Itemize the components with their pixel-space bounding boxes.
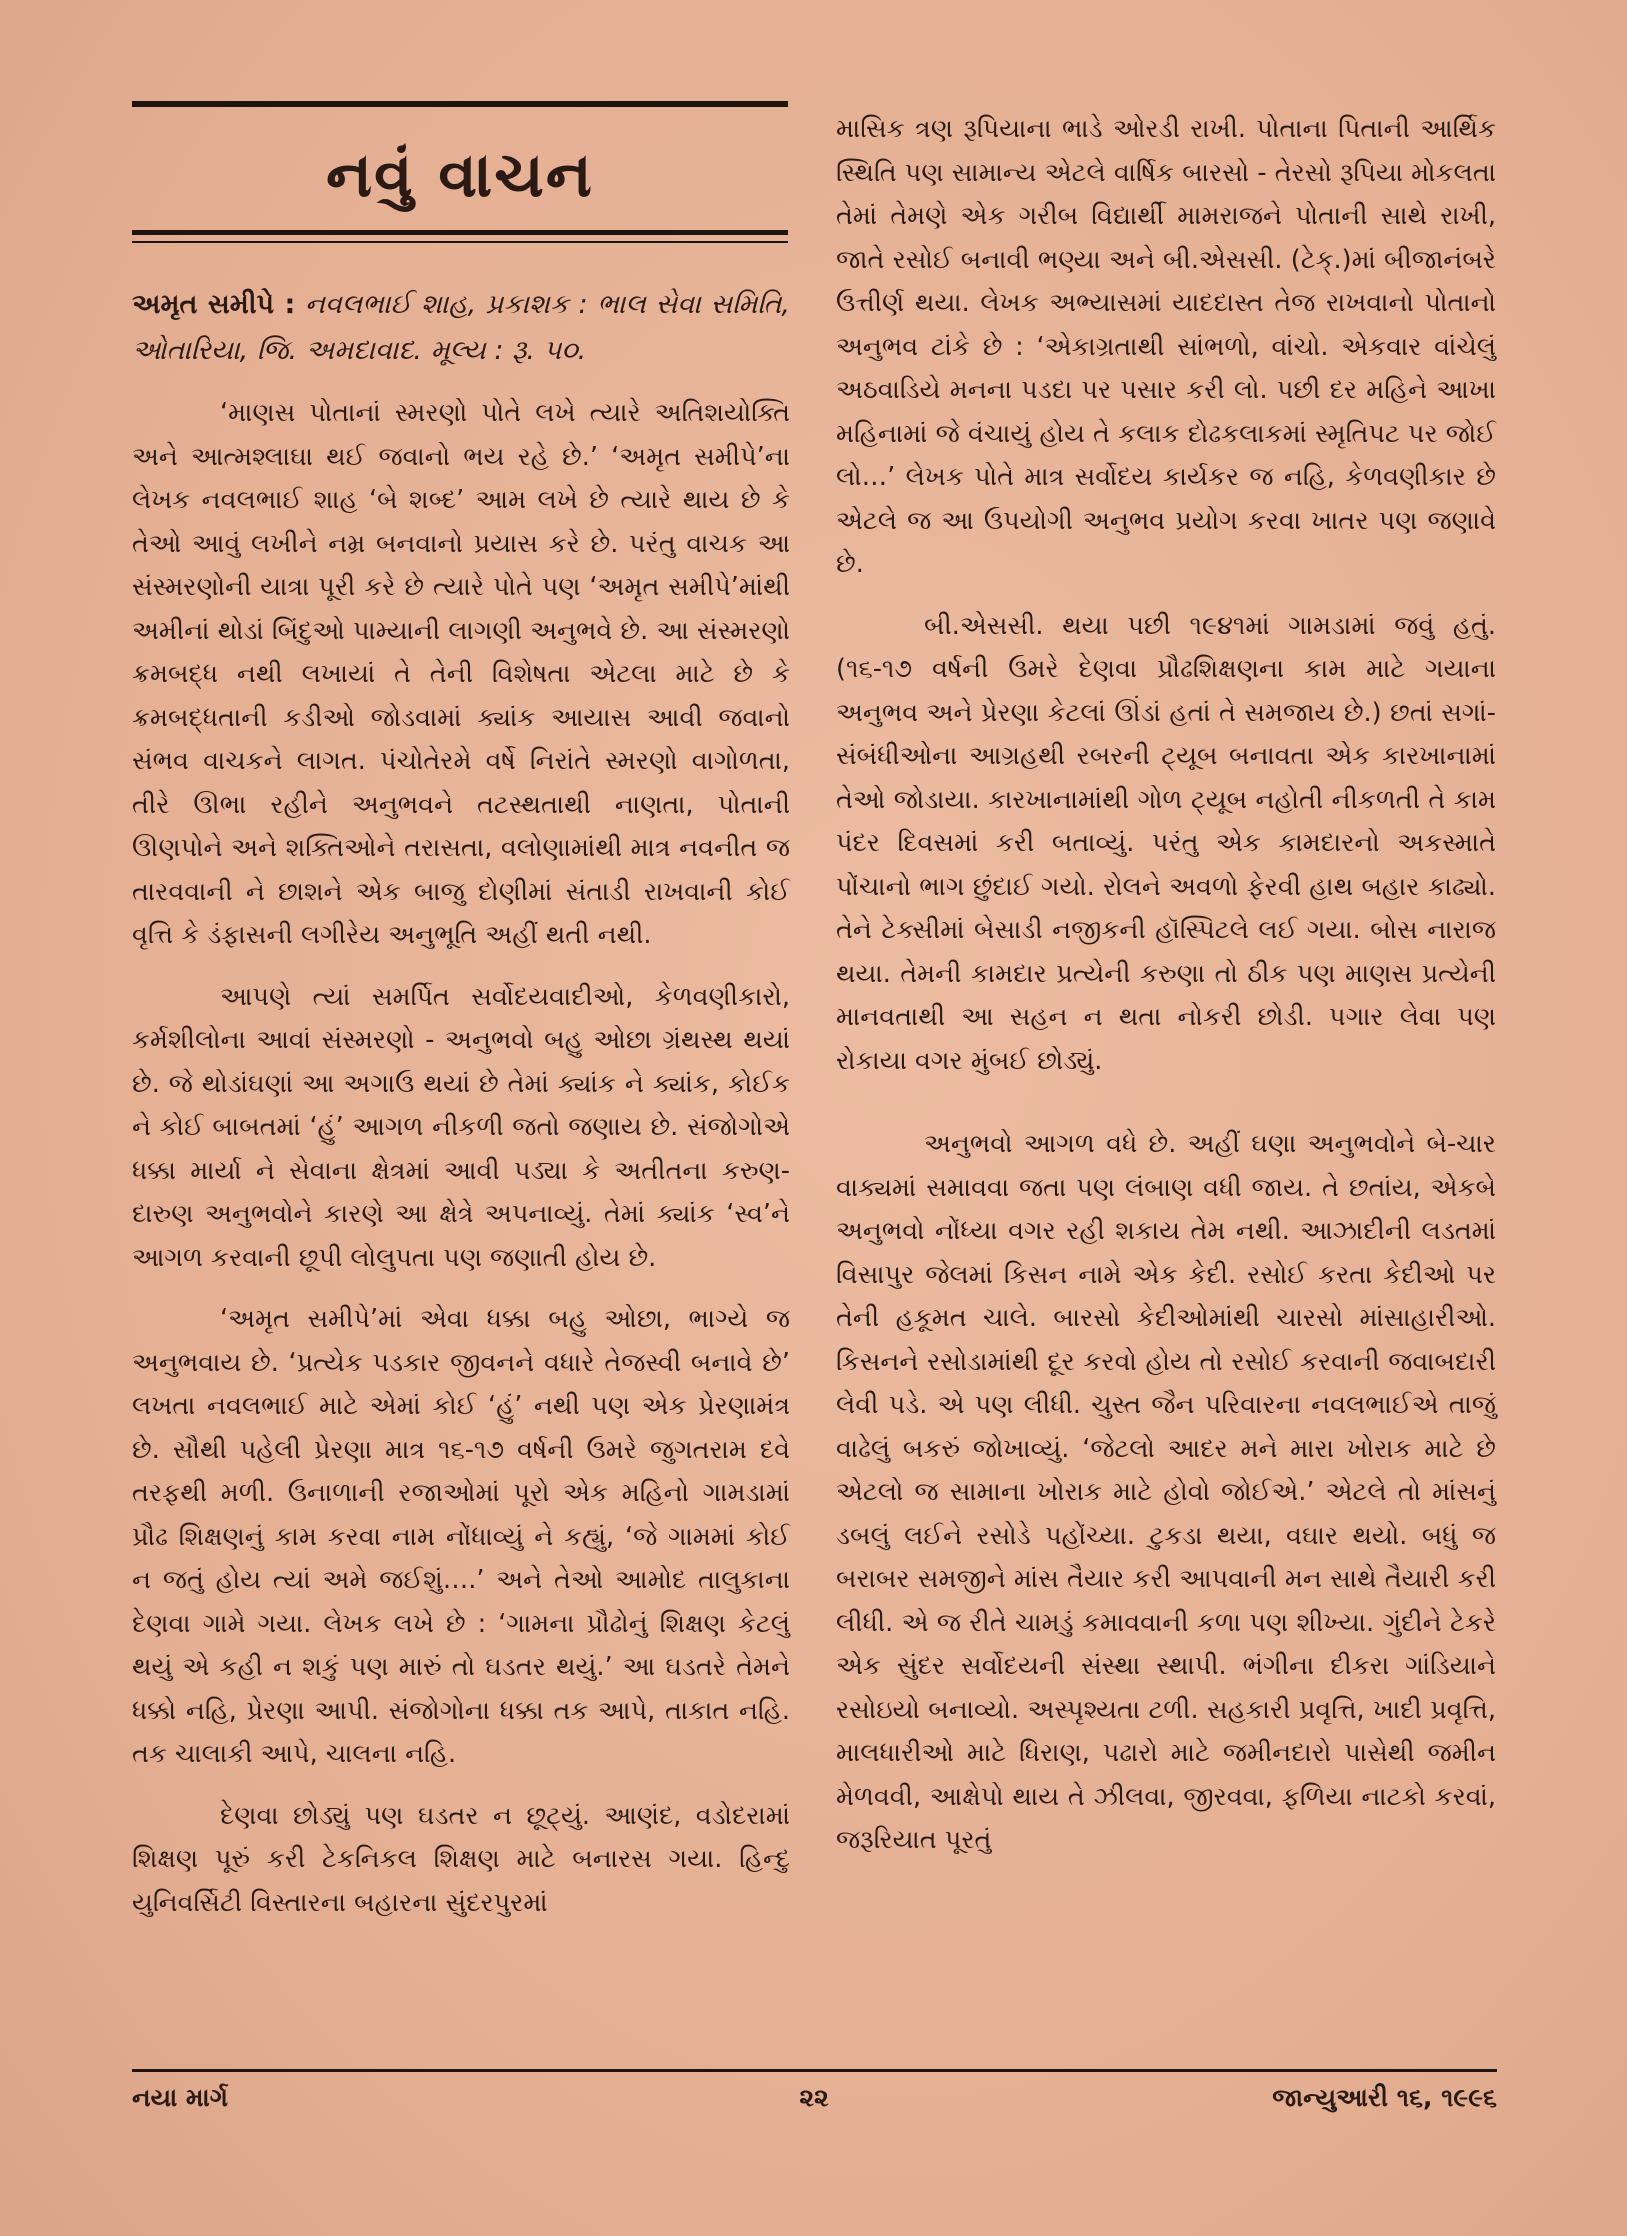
footer-date: જાન્યુઆરી ૧૬, ૧૯૯૬ bbox=[1272, 2083, 1497, 2112]
footer-rule bbox=[132, 2069, 1497, 2072]
footer-page-number: ૨૨ bbox=[799, 2083, 829, 2112]
paragraph: બી.એસસી. થયા પછી ૧૯૪૧માં ગામડામાં જવું હતું. (૧૬-૧૭ વર્ષની ઉમરે દેણવા પ્રૌઢશિક્ષણના કામ માટે ગયાના અનુભવ અને પ્રેરણા કેટલાં ઊંડાં હતાં તે સમજાય છે.) છતાં સગાં-સંબંધીઓના આગ્રહથી રબરની ટ્યૂબ બનાવતા એક કારખાનામાં તેઓ જોડાયા. કારખાનામાંથી ગોળ ટ્યૂબ નહોતી નીકળતી તે કામ પંદર દિવસમાં કરી બતાવ્યું. પરંતુ એક કામદારનો અકસ્માતે પોંચાનો ભાગ છુંદાઈ ગયો. રોલને અવળો ફેરવી હાથ બહાર કાઢ્યો. તેને ટેક્સીમાં બેસાડી નજીકની હૉસ્પિટલે લઈ ગયા. બોસ નારાજ થયા. તેમની કામદાર પ્રત્યેની કરુણા તો ઠીક પણ માણસ પ્રત્યેની માનવતાથી આ સહન ન થતા નોકરી છોડી. પગાર લેવા પણ રોકાયા વગર મુંબઈ છોડ્યું. bbox=[836, 610, 1496, 1076]
paragraph: અનુભવો આગળ વધે છે. અહીં ઘણા અનુભવોને બે-ચાર વાક્યમાં સમાવવા જતા પણ લંબાણ વધી જાય. તે છતાંય, એકબે અનુભવો નોંધ્યા વગર રહી શકાય તેમ નથી. આઝાદીની લડતમાં વિસાપુર જેલમાં કિસન નામે એક કેદી. રસોઈ કરતા કેદીઓ પર તેની હકૂમત ચાલે. બારસો કેદીઓમાંથી ચારસો માંસાહારીઓ. કિસનને રસોડામાંથી દૂર કરવો હોય તો રસોઈ કરવાની જવાબદારી લેવી પડે. એ પણ લીધી. ચુસ્ત જૈન પરિવારના નવલભાઈએ તાજું વાઢેલું બકરું જોખાવ્યું. ‘જેટલો આદર મને મારા ખોરાક માટે છે એટલો જ સામાના ખોરાક માટે હોવો જોઈએ.’ એટલે તો માંસનું ડબલું લઈને રસોડે પહોંચ્યા. ટુકડા થયા, વઘાર થયો. બધું જ બરાબર સમજીને માંસ તૈયાર કરી આપવાની મન સાથે તૈયારી કરી લીધી. એ જ રીતે ચામડું કમાવવાની કળા પણ શીખ્યા. ગુંદીને ટેકરે એક સુંદર સર્વોદયની સંસ્થા સ્થાપી. ભંગીના દીકરા ગાંડિયાને રસોઇયો બનાવ્યો. અસ્પૃશ્યતા ટળી. સહકારી પ્રવૃત્તિ, ખાદી પ્રવૃત્તિ, માલધારીઓ માટે ધિરાણ, પઢારો માટે જમીનદારો પાસેથી જમીન મેળવવી, આક્ષેપો થાય તે ઝીલવા, જીરવવા, ફળિયા નાટકો કરવાં, જરૂરિયાત પૂરતું bbox=[836, 1129, 1496, 1855]
title-bottom-rule bbox=[132, 230, 788, 235]
paragraph: આપણે ત્યાં સમર્પિત સર્વોદયવાદીઓ, કેળવણીકારો, કર્મશીલોના આવાં સંસ્મરણો - અનુભવો બહુ ઓછા ગ્રંથસ્થ થયાં છે. જે થોડાંઘણાં આ અગાઉ થયાં છે તેમાં ક્યાંક ને ક્યાંક, કોઈક ને કોઈ બાબતમાં ‘હું’ આગળ નીકળી જતો જણાય છે. સંજોગોએ ધક્કા માર્યા ને સેવાના ક્ષેત્રમાં આવી પડ્યા કે અતીતના કરુણ-દારુણ અનુભવોને કારણે આ ક્ષેત્રે અપનાવ્યું. તેમાં ક્યાંક ‘સ્વ’ને આગળ કરવાની છૂપી લોલુપતા પણ જણાતી હોય છે. bbox=[132, 981, 790, 1273]
section-title: નવું વાચન bbox=[325, 138, 594, 211]
book-info bbox=[132, 282, 790, 374]
title-bottom-rule-thin bbox=[132, 241, 788, 243]
book-title: અમૃત સમીપે : bbox=[132, 289, 296, 320]
title-top-rule bbox=[132, 101, 788, 107]
paragraph: માસિક ત્રણ રૂપિયાના ભાડે ઓરડી રાખી. પોતાના પિતાની આર્થિક સ્થિતિ પણ સામાન્ય એટલે વાર્ષિક બારસો - તેરસો રૂપિયા મોકલતા તેમાં તેમણે એક ગરીબ વિદ્યાર્થી મામરાજને પોતાની સાથે રાખી, જાતે રસોઈ બનાવી ભણ્યા અને બી.એસસી. (ટેક્.)માં બીજાનંબરે ઉત્તીર્ણ થયા. લેખક અભ્યાસમાં યાદદાસ્ત તેજ રાખવાનો પોતાનો અનુભવ ટાંકે છે : ‘એકાગ્રતાથી સાંભળો, વાંચો. એકવાર વાંચેલું અઠવાડિયે મનના પડદા પર પસાર કરી લો. પછી દર મહિને આખા મહિનામાં જે વંચાયું હોય તે કલાક દોઢકલાકમાં સ્મૃતિપટ પર જોઈ લો…’ લેખક પોતે માત્ર સર્વોદય કાર્યકર જ નહિ, કેળવણીકાર છે એટલે જ આ ઉપયોગી અનુભવ પ્રયોગ કરવા ખાતર પણ જણાવે છે. bbox=[836, 114, 1496, 579]
paragraph: દેણવા છોડ્યું પણ ઘડતર ન છૂટ્યું. આણંદ, વડોદરામાં શિક્ષણ પૂરું કરી ટેકનિકલ શિક્ષણ માટે બનારસ ગયા. હિન્દુ યુનિવર્સિટી વિસ્તારના બહારના સુંદરપુરમાં bbox=[132, 1800, 790, 1918]
paragraph: ‘માણસ પોતાનાં સ્મરણો પોતે લખે ત્યારે અતિશયોક્તિ અને આત્મશ્લાઘા થઈ જવાનો ભય રહે છે.’ ‘અમૃત સમીપે’ના લેખક નવલભાઈ શાહ ‘બે શબ્દ’ આમ લખે છે ત્યારે થાય છે કે તેઓ આવું લખીને નમ્ર બનવાનો પ્રયાસ કરે છે. પરંતુ વાચક આ સંસ્મરણોની યાત્રા પૂરી કરે છે ત્યારે પોતે પણ ‘અમૃત સમીપે’માંથી અમીનાં થોડાં બિંદુઓ પામ્યાની લાગણી અનુભવે છે. આ સંસ્મરણો ક્રમબદ્ધ નથી લખાયાં તે તેની વિશેષતા એટલા માટે છે કે ક્રમબદ્ધતાની કડીઓ જોડવામાં ક્યાંક આયાસ આવી જવાનો સંભવ વાચકને લાગત. પંચોતેરમે વર્ષે નિરાંતે સ્મરણો વાગોળતા, તીરે ઊભા રહીને અનુભવને તટસ્થતાથી નાણતા, પોતાની ઊણપોને અને શક્તિઓને તરાસતા, વલોણામાંથી માત્ર નવનીત જ તારવવાની ને છાશને એક બાજુ દોણીમાં સંતાડી રાખવાની કોઈ વૃત્તિ કે ડંફાસની લગીરેય અનુભૂતિ અહીં થતી નથી. bbox=[132, 398, 790, 950]
book-details: નવલભાઈ શાહ, પ્રકાશક : ભાલ સેવા સમિતિ, ઓતારિયા, જિ. અમદાવાદ. મૂલ્ય : રૂ. ૫૦. bbox=[132, 289, 790, 366]
right-column bbox=[836, 108, 1496, 1863]
left-column bbox=[132, 282, 790, 1925]
paragraph: ‘અમૃત સમીપે’માં એવા ધક્કા બહુ ઓછા, ભાગ્યે જ અનુભવાય છે. ‘પ્રત્યેક પડકાર જીવનને વધારે તેજસ્વી બનાવે છે’ લખતા નવલભાઈ માટે એમાં કોઈ ‘હું’ નથી પણ એક પ્રેરણામંત્ર છે. સૌથી પહેલી પ્રેરણા માત્ર ૧૬-૧૭ વર્ષની ઉમરે જુગતરામ દવે તરફથી મળી. ઉનાળાની રજાઓમાં પૂરો એક મહિનો ગામડામાં પ્રૌઢ શિક્ષણનું કામ કરવા નામ નોંધાવ્યું ને કહ્યું, ‘જે ગામમાં કોઈ ન જતું હોય ત્યાં અમે જઈશું….’ અને તેઓ આમોદ તાલુકાના દેણવા ગામે ગયા. લેખક લખે છે : ‘ગામના પ્રૌઢોનું શિક્ષણ કેટલું થયું એ કહી ન શકું પણ મારું તો ઘડતર થયું.’ આ ઘડતરે તેમને ધક્કો નહિ, પ્રેરણા આપી. સંજોગોના ધક્કા તક આપે, તાકાત નહિ. તક ચાલાકી આપે, ચાલના નહિ. bbox=[132, 1304, 790, 1769]
footer-magazine-name: નયા માર્ગ bbox=[132, 2083, 228, 2112]
